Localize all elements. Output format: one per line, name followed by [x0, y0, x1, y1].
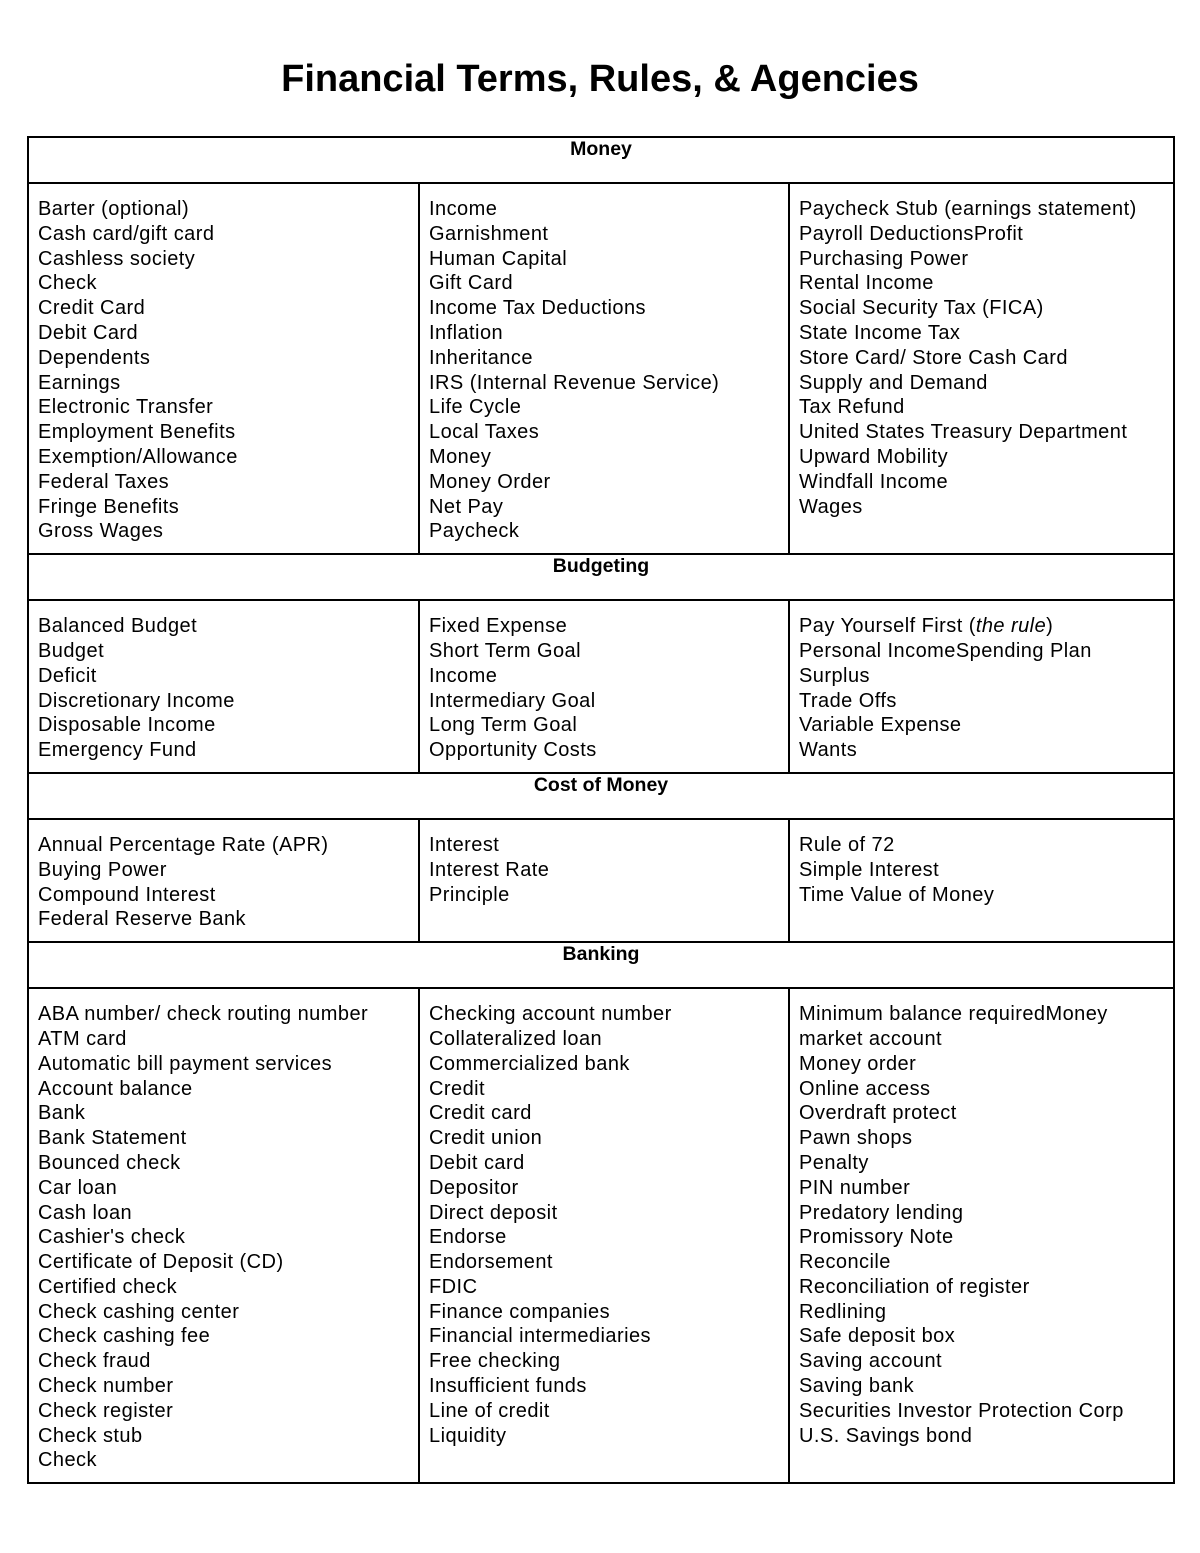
terms-table	[27, 136, 1175, 1484]
term-item: Opportunity Costs	[429, 739, 597, 762]
term-item: Interest	[429, 833, 500, 856]
term-item: Predatory lending	[799, 1201, 964, 1224]
term-item: Credit card	[429, 1102, 532, 1125]
term-item: Wages	[799, 495, 863, 518]
term-item: Gross Wages	[38, 520, 164, 543]
term-item: Balanced Budget	[38, 615, 198, 638]
term-item: Disposable Income	[38, 714, 216, 737]
term-item: Checking account number	[429, 1003, 672, 1026]
term-item: Automatic bill payment services	[38, 1052, 333, 1075]
term-column	[28, 988, 419, 1483]
term-item: Money	[429, 445, 492, 468]
term-item: Compound Interest	[38, 883, 216, 906]
term-item: Paycheck Stub (earnings statement)	[799, 198, 1137, 220]
term-item: Overdraft protect	[799, 1102, 957, 1125]
term-item: State Income Tax	[799, 321, 961, 344]
section-header-row-money	[28, 137, 1174, 183]
term-item: Line of credit	[429, 1399, 550, 1422]
term-column	[789, 819, 1174, 942]
term-item: Interest Rate	[429, 858, 550, 881]
term-column	[28, 183, 419, 554]
term-item: Check stub	[38, 1424, 143, 1447]
term-item: Long Term Goal	[429, 714, 578, 737]
term-item: Upward Mobility	[799, 445, 949, 468]
term-item: Direct deposit	[429, 1201, 558, 1224]
term-item: Saving bank	[799, 1375, 915, 1398]
term-item: Net Pay	[429, 495, 504, 518]
term-item: Time Value of Money	[799, 883, 995, 906]
term-item: Liquidity	[429, 1424, 507, 1447]
section-heading: Budgeting	[28, 554, 1174, 600]
term-item: Annual Percentage Rate (APR)	[38, 833, 329, 856]
term-item: Buying Power	[38, 858, 167, 881]
term-column	[419, 988, 789, 1483]
term-item: Pawn shops	[799, 1127, 913, 1150]
section-header-row-cost-of-money	[28, 773, 1174, 819]
section-terms-row-budgeting	[28, 600, 1174, 773]
term-item: Employment Benefits	[38, 421, 236, 444]
term-item: Bank	[38, 1102, 86, 1125]
term-item: Income	[429, 664, 498, 687]
term-item: ABA number/ check routing number	[38, 1003, 369, 1026]
term-item: Intermediary Goal	[429, 689, 596, 712]
term-item: Budget	[38, 639, 105, 662]
term-item: Windfall Income	[799, 470, 949, 493]
term-item: Inflation	[429, 321, 504, 344]
term-item: Depositor	[429, 1176, 519, 1199]
term-item: Pay Yourself First (the rule)	[799, 615, 1054, 638]
term-item: Debit card	[429, 1151, 525, 1174]
term-item: Certified check	[38, 1275, 178, 1298]
term-item: Wants	[799, 739, 858, 762]
term-item: Personal IncomeSpending Plan	[799, 639, 1092, 662]
term-column	[419, 183, 789, 554]
term-item: Debit Card	[38, 321, 139, 344]
term-item: Account balance	[38, 1077, 193, 1100]
term-column	[28, 600, 419, 773]
term-item: Endorse	[429, 1226, 507, 1249]
term-item: Safe deposit box	[799, 1325, 956, 1348]
term-item: Cash loan	[38, 1201, 133, 1224]
term-item: Check cashing fee	[38, 1325, 211, 1348]
term-item: Credit union	[429, 1127, 543, 1150]
term-item: Check	[38, 272, 97, 295]
term-item: Certificate of Deposit (CD)	[38, 1251, 284, 1274]
term-item: Redlining	[799, 1300, 887, 1323]
term-item: Income	[429, 198, 498, 220]
term-item: Store Card/ Store Cash Card	[799, 346, 1068, 369]
term-item: Check cashing center	[38, 1300, 240, 1323]
term-item: Gift Card	[429, 272, 514, 295]
term-column	[419, 600, 789, 773]
term-item: Exemption/Allowance	[38, 445, 238, 468]
term-item: Short Term Goal	[429, 639, 581, 662]
section-terms-row-cost-of-money	[28, 819, 1174, 942]
term-item: Financial intermediaries	[429, 1325, 652, 1348]
term-item: Local Taxes	[429, 421, 540, 444]
term-item: Electronic Transfer	[38, 396, 214, 419]
term-item: Bank Statement	[38, 1127, 187, 1150]
term-item: Money order	[799, 1052, 917, 1075]
term-item: United States Treasury Department	[799, 421, 1128, 444]
term-item: Tax Refund	[799, 396, 905, 419]
term-item: Reconcile	[799, 1251, 891, 1274]
term-item: Human Capital	[429, 247, 568, 270]
term-item: Principle	[429, 883, 510, 906]
term-item: Check register	[38, 1399, 174, 1422]
term-item: Commercialized bank	[429, 1052, 630, 1075]
term-item: Rental Income	[799, 272, 934, 295]
term-item: U.S. Savings bond	[799, 1424, 973, 1447]
term-item: Reconciliation of register	[799, 1275, 1030, 1298]
section-header-row-budgeting	[28, 554, 1174, 600]
term-item: Money Order	[429, 470, 551, 493]
term-item: Minimum balance requiredMoney	[799, 1003, 1108, 1026]
term-item: Endorsement	[429, 1251, 553, 1274]
term-item: PIN number	[799, 1176, 911, 1199]
term-item: Fixed Expense	[429, 615, 568, 638]
term-item: Free checking	[429, 1350, 561, 1373]
term-item: Inheritance	[429, 346, 533, 369]
section-terms-row-banking	[28, 988, 1174, 1483]
term-item: Dependents	[38, 346, 151, 369]
term-column	[28, 819, 419, 942]
term-item: Cashier's check	[38, 1226, 186, 1249]
term-item: FDIC	[429, 1275, 478, 1298]
term-item: Discretionary Income	[38, 689, 235, 712]
term-item: Collateralized loan	[429, 1027, 603, 1050]
term-item: market account	[799, 1027, 943, 1050]
section-header-row-banking	[28, 942, 1174, 988]
term-item: Deficit	[38, 664, 97, 687]
term-item: Garnishment	[429, 222, 549, 245]
term-item: IRS (Internal Revenue Service)	[429, 371, 720, 394]
term-item: Bounced check	[38, 1151, 181, 1174]
term-item: Saving account	[799, 1350, 943, 1373]
section-heading: Cost of Money	[28, 773, 1174, 819]
term-item: Check number	[38, 1375, 174, 1398]
term-item: Online access	[799, 1077, 931, 1100]
term-item: Emergency Fund	[38, 739, 197, 762]
term-item: Finance companies	[429, 1300, 611, 1323]
term-item: Surplus	[799, 664, 870, 687]
term-item: Cash card/gift card	[38, 222, 215, 245]
term-item: Car loan	[38, 1176, 118, 1199]
term-item: Cashless society	[38, 247, 196, 270]
term-item: Supply and Demand	[799, 371, 988, 394]
term-item: Credit	[429, 1077, 486, 1100]
term-item: Fringe Benefits	[38, 495, 180, 518]
term-column	[789, 600, 1174, 773]
term-item: Payroll DeductionsProfit	[799, 222, 1024, 245]
term-item: Earnings	[38, 371, 121, 394]
term-item: Federal Taxes	[38, 470, 170, 493]
term-item: Check	[38, 1449, 97, 1472]
term-item: ATM card	[38, 1027, 127, 1050]
term-item: Promissory Note	[799, 1226, 954, 1249]
term-column	[419, 819, 789, 942]
term-item: Variable Expense	[799, 714, 962, 737]
term-item: Check fraud	[38, 1350, 151, 1373]
term-item: Life Cycle	[429, 396, 522, 419]
page-title: Financial Terms, Rules, & Agencies	[281, 58, 919, 100]
term-item: Penalty	[799, 1151, 869, 1174]
term-item: Insufficient funds	[429, 1375, 587, 1398]
section-heading: Banking	[28, 942, 1174, 988]
term-item: Paycheck	[429, 520, 520, 543]
term-item: Rule of 72	[799, 833, 895, 856]
term-column	[789, 183, 1174, 554]
term-item: Barter (optional)	[38, 198, 190, 220]
term-item: Trade Offs	[799, 689, 897, 712]
term-item: Purchasing Power	[799, 247, 969, 270]
term-item: Simple Interest	[799, 858, 940, 881]
term-item: Social Security Tax (FICA)	[799, 297, 1044, 320]
section-terms-row-money	[28, 183, 1174, 554]
section-heading: Money	[28, 137, 1174, 183]
term-item: Securities Investor Protection Corp	[799, 1399, 1124, 1422]
term-column	[789, 988, 1174, 1483]
term-item: Credit Card	[38, 297, 146, 320]
term-item: Income Tax Deductions	[429, 297, 646, 320]
term-item: Federal Reserve Bank	[38, 908, 246, 931]
